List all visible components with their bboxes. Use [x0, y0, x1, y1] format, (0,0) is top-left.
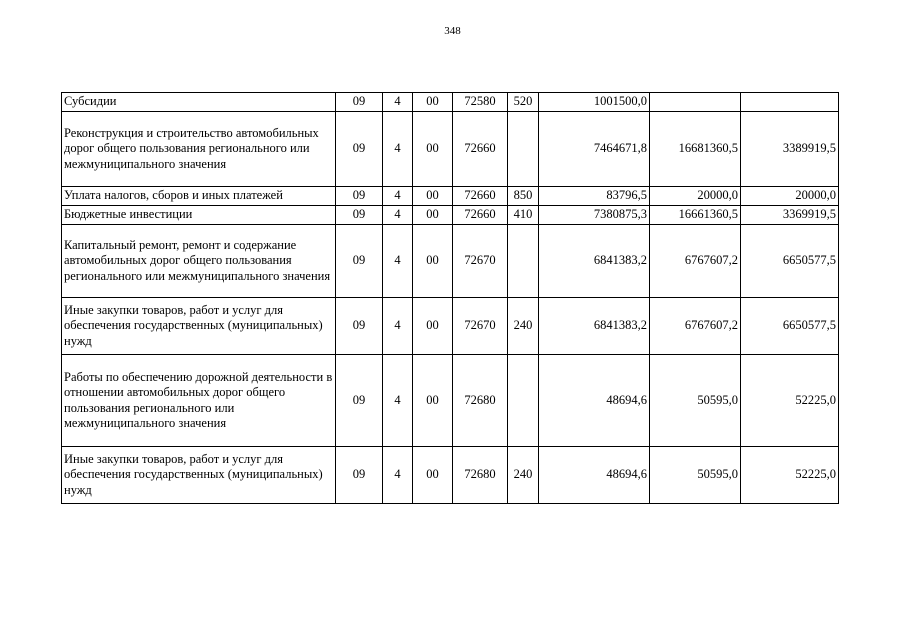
section-code: 09	[336, 447, 383, 504]
program-code: 00	[413, 447, 453, 504]
program-code: 00	[413, 225, 453, 298]
amount-2: 16661360,5	[650, 206, 741, 225]
table-row	[62, 298, 839, 355]
expense-type-code: 410	[508, 206, 539, 225]
expense-type-code: 240	[508, 298, 539, 355]
row-name: Бюджетные инвестиции	[62, 206, 336, 225]
row-name: Реконструкция и строительство автомобильных дорог общего пользования регионального или межмуниципального значения	[62, 112, 336, 187]
table-row	[62, 447, 839, 504]
amount-3: 20000,0	[741, 187, 839, 206]
amount-3: 52225,0	[741, 447, 839, 504]
amount-1: 7380875,3	[539, 206, 650, 225]
amount-2: 16681360,5	[650, 112, 741, 187]
amount-2: 20000,0	[650, 187, 741, 206]
target-code: 72660	[453, 112, 508, 187]
amount-1: 6841383,2	[539, 225, 650, 298]
row-name: Субсидии	[62, 93, 336, 112]
amount-1: 83796,5	[539, 187, 650, 206]
subsection-code: 4	[383, 206, 413, 225]
subsection-code: 4	[383, 187, 413, 206]
section-code: 09	[336, 298, 383, 355]
target-code: 72680	[453, 447, 508, 504]
amount-3: 6650577,5	[741, 225, 839, 298]
program-code: 00	[413, 187, 453, 206]
section-code: 09	[336, 112, 383, 187]
amount-1: 7464671,8	[539, 112, 650, 187]
amount-1: 48694,6	[539, 447, 650, 504]
section-code: 09	[336, 355, 383, 447]
amount-2	[650, 93, 741, 112]
amount-2: 6767607,2	[650, 298, 741, 355]
amount-3: 6650577,5	[741, 298, 839, 355]
section-code: 09	[336, 206, 383, 225]
target-code: 72670	[453, 298, 508, 355]
amount-1: 1001500,0	[539, 93, 650, 112]
amount-2: 50595,0	[650, 447, 741, 504]
amount-3: 3389919,5	[741, 112, 839, 187]
subsection-code: 4	[383, 112, 413, 187]
expense-type-code: 520	[508, 93, 539, 112]
page-number: 348	[444, 25, 461, 37]
program-code: 00	[413, 93, 453, 112]
expense-type-code	[508, 355, 539, 447]
table-row	[62, 225, 839, 298]
amount-2: 6767607,2	[650, 225, 741, 298]
table-row	[62, 206, 839, 225]
expense-type-code: 850	[508, 187, 539, 206]
amount-1: 48694,6	[539, 355, 650, 447]
amount-3	[741, 93, 839, 112]
subsection-code: 4	[383, 225, 413, 298]
subsection-code: 4	[383, 447, 413, 504]
table-row	[62, 112, 839, 187]
row-name: Иные закупки товаров, работ и услуг для обеспечения государственных (муниципальных) нужд	[62, 298, 336, 355]
program-code: 00	[413, 206, 453, 225]
program-code: 00	[413, 298, 453, 355]
budget-table	[61, 92, 839, 504]
target-code: 72670	[453, 225, 508, 298]
table-row	[62, 355, 839, 447]
target-code: 72580	[453, 93, 508, 112]
subsection-code: 4	[383, 355, 413, 447]
amount-3: 52225,0	[741, 355, 839, 447]
row-name: Иные закупки товаров, работ и услуг для обеспечения государственных (муниципальных) нужд	[62, 447, 336, 504]
amount-1: 6841383,2	[539, 298, 650, 355]
target-code: 72660	[453, 206, 508, 225]
amount-2: 50595,0	[650, 355, 741, 447]
amount-3: 3369919,5	[741, 206, 839, 225]
target-code: 72660	[453, 187, 508, 206]
section-code: 09	[336, 225, 383, 298]
program-code: 00	[413, 355, 453, 447]
expense-type-code: 240	[508, 447, 539, 504]
table-row	[62, 93, 839, 112]
row-name: Работы по обеспечению дорожной деятельности в отношении автомобильных дорог общего пользования регионального или межмуниципального значения	[62, 355, 336, 447]
expense-type-code	[508, 112, 539, 187]
row-name: Капитальный ремонт, ремонт и содержание автомобильных дорог общего пользования регионального или межмуниципального значения	[62, 225, 336, 298]
target-code: 72680	[453, 355, 508, 447]
program-code: 00	[413, 112, 453, 187]
row-name: Уплата налогов, сборов и иных платежей	[62, 187, 336, 206]
expense-type-code	[508, 225, 539, 298]
subsection-code: 4	[383, 298, 413, 355]
subsection-code: 4	[383, 93, 413, 112]
section-code: 09	[336, 187, 383, 206]
table-row	[62, 187, 839, 206]
section-code: 09	[336, 93, 383, 112]
